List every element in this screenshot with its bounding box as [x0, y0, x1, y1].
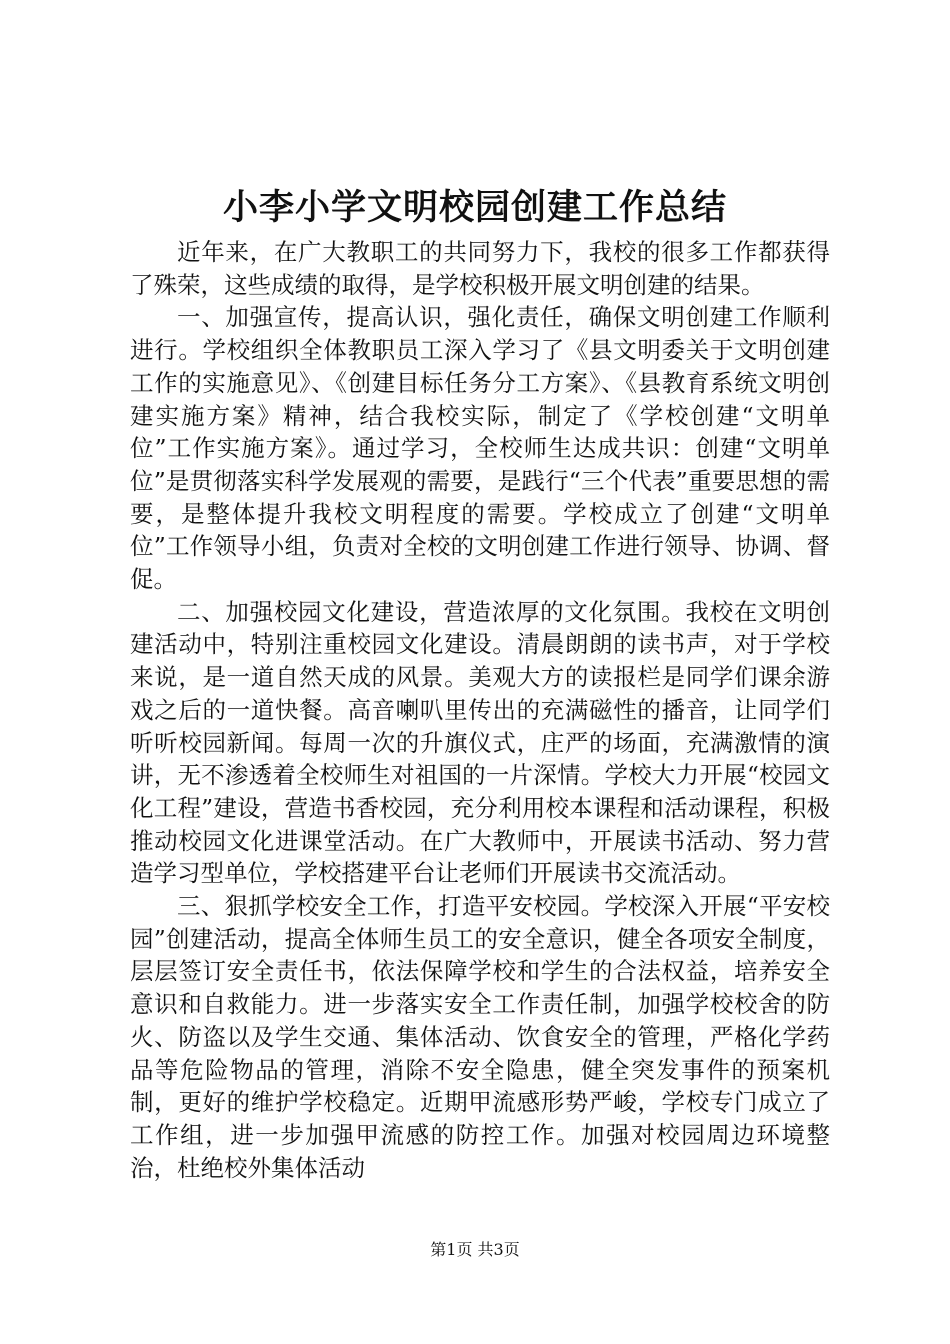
page-number-footer: 第1页 共3页	[430, 1240, 520, 1259]
paragraph-section-1: 一、加强宣传，提高认识，强化责任，确保文明创建工作顺利进行。学校组织全体教职员工深入学习了《县文明委关于文明创建工作的实施意见》、《创建目标任务分工方案》、《县教育系统文明创建实施方案》精神，结合我校实际，制定了《学校创建“文明单位”工作实施方案》。通过学习，全校师生达成共识：创建“文明单位”是贯彻落实科学发展观的需要，是践行“三个代表”重要思想的需要，是整体提升我校文明程度的需要。学校成立了创建“文明单位”工作领导小组，负责对全校的文明创建工作进行领导、协调、督促。	[130, 303, 830, 594]
document-title: 小李小学文明校园创建工作总结	[222, 187, 727, 228]
paragraph-section-3: 三、狠抓学校安全工作，打造平安校园。学校深入开展“平安校园”创建活动，提高全体师生员工的安全意识，健全各项安全制度，层层签订安全责任书，依法保障学校和学生的合法权益，培养安全意识和自救能力。进一步落实安全工作责任制，加强学校校舍的防火、防盗以及学生交通、集体活动、饮食安全的管理，严格化学药品等危险物品的管理，消除不安全隐患，健全突发事件的预案机制，更好的维护学校稳定。近期甲流感形势严峻，学校专门成立了工作组，进一步加强甲流感的防控工作。加强对校园周边环境整治，杜绝校外集体活动	[130, 892, 830, 1182]
document-body	[130, 236, 830, 1184]
paragraph-intro: 近年来，在广大教职工的共同努力下，我校的很多工作都获得了殊荣，这些成绩的取得，是学校积极开展文明创建的结果。	[130, 238, 830, 299]
paragraph-section-2: 二、加强校园文化建设，营造浓厚的文化氛围。我校在文明创建活动中，特别注重校园文化建设。清晨朗朗的读书声，对于学校来说，是一道自然天成的风景。美观大方的读报栏是同学们课余游戏之后的一道快餐。高音喇叭里传出的充满磁性的播音，让同学们听听校园新闻。每周一次的升旗仪式，庄严的场面，充满激情的演讲，无不渗透着全校师生对祖国的一片深情。学校大力开展“校园文化工程”建设，营造书香校园，充分利用校本课程和活动课程，积极推动校园文化进课堂活动。在广大教师中，开展读书活动、努力营造学习型单位，学校搭建平台让老师们开展读书交流活动。	[130, 597, 830, 888]
